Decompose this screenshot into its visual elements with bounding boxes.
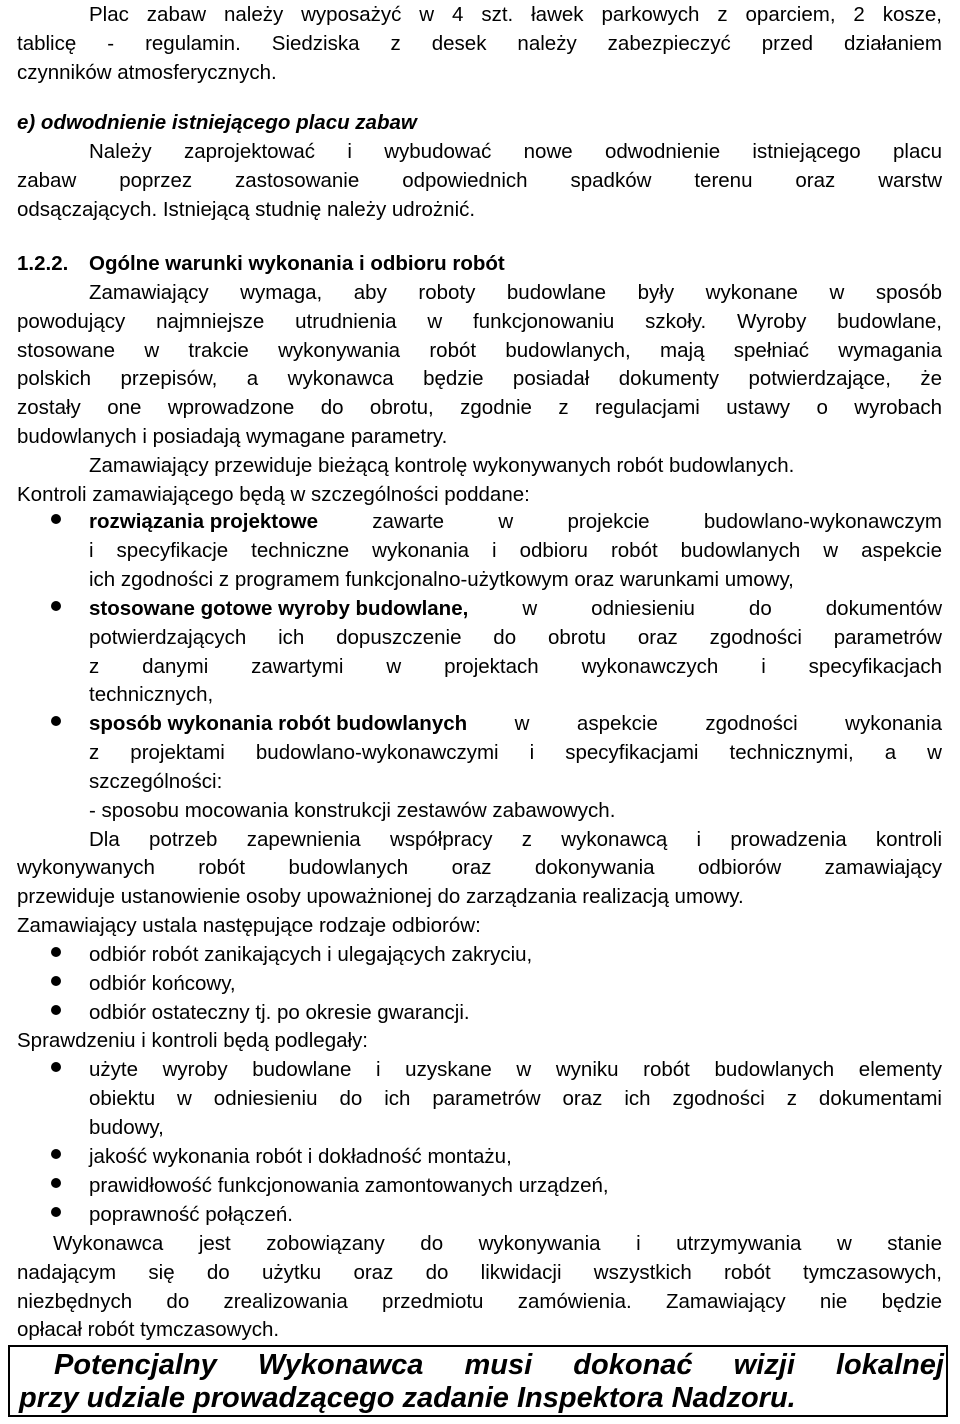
paragraph-line: odsączających. Istniejącą studnię należy udrożnić. (17, 198, 476, 221)
list-item-line: ich zgodności z programem funkcjonalno-użytkowym oraz warunkami umowy, (89, 568, 794, 591)
bullet-icon (51, 1178, 61, 1188)
paragraph-line: Należy zaprojektować i wybudować nowe odwodnienie istniejącego placu (89, 140, 942, 163)
list-item-line: obiektu w odniesieniu do ich parametrów oraz ich zgodności z dokumentami (89, 1087, 942, 1110)
bullet-icon (51, 601, 61, 611)
list-item: odbiór końcowy, (89, 972, 236, 995)
paragraph-line: opłacał robót tymczasowych. (17, 1318, 280, 1341)
list-item: poprawność połączeń. (89, 1203, 293, 1226)
bullet-icon (51, 1062, 61, 1072)
list-item-line: technicznych, (89, 683, 214, 706)
section-number: 1.2.2. (17, 252, 69, 275)
bullet-icon (51, 514, 61, 524)
paragraph-line: tablicę - regulamin. Siedziska z desek należy zabezpieczyć przed działaniem (17, 32, 942, 55)
list-item: odbiór robót zanikających i ulegających zakryciu, (89, 943, 533, 966)
paragraph-line: powodujący najmniejsze utrudnienia w funkcjonowaniu szkoły. Wyroby budowlane, (17, 310, 942, 333)
paragraph-line: zostały one wprowadzone do obrotu, zgodnie z regulacjami ustawy o wyrobach (17, 396, 942, 419)
list-item-bold: rozwiązania projektowe (89, 510, 318, 533)
list-item-line: i specyfikacje techniczne wykonania i odbioru robót budowlanych w aspekcie (89, 539, 942, 562)
paragraph-line: budowlanych i posiadają wymagane parametry. (17, 425, 448, 448)
paragraph-line: Plac zabaw należy wyposażyć w 4 szt. ławek parkowych z oparciem, 2 kosze, (89, 3, 942, 26)
paragraph-line: wykonywanych robót budowlanych oraz dokonywania odbiorów zamawiający (17, 856, 942, 879)
bullet-icon (51, 1207, 61, 1217)
bullet-icon (51, 1149, 61, 1159)
paragraph-line: Zamawiający wymaga, aby roboty budowlane były wykonane w sposób (89, 281, 942, 304)
list-item: odbiór ostateczny tj. po okresie gwarancji. (89, 1001, 470, 1024)
list-item-line: użyte wyroby budowlane i uzyskane w wyniku robót budowlanych elementy (89, 1058, 942, 1081)
notice-line: przy udziale prowadzącego zadanie Inspektora Nadzoru. (19, 1382, 796, 1414)
list-item-text: w odniesieniu do dokumentów (468, 597, 942, 620)
paragraph-line: Kontroli zamawiającego będą w szczególności poddane: (17, 483, 530, 506)
section-title: Ogólne warunki wykonania i odbioru robót (89, 252, 505, 275)
list-item-line: szczególności: (89, 770, 223, 793)
list-item: jakość wykonania robót i dokładność montażu, (89, 1145, 512, 1168)
paragraph-line: przewiduje ustanowienie osoby upoważnionej do zarządzania realizacją umowy. (17, 885, 744, 908)
notice-line: Potencjalny Wykonawca musi dokonać wizji lokalnej (54, 1349, 944, 1381)
paragraph-line: czynników atmosferycznych. (17, 61, 277, 84)
bullet-icon (51, 976, 61, 986)
paragraph-line: Zamawiający przewiduje bieżącą kontrolę wykonywanych robót budowlanych. (89, 454, 795, 477)
list-item-bold: stosowane gotowe wyroby budowlane, (89, 597, 469, 620)
paragraph-line: stosowane w trakcie wykonywania robót budowlanych, mają spełniać wymagania (17, 339, 942, 362)
bullet-icon (51, 947, 61, 957)
bullet-icon (51, 1005, 61, 1015)
list-item: prawidłowość funkcjonowania zamontowanych urządzeń, (89, 1174, 609, 1197)
paragraph-line: nadającym się do użytku oraz do likwidacji wszystkich robót tymczasowych, (17, 1261, 942, 1284)
subsection-heading: e) odwodnienie istniejącego placu zabaw (17, 111, 417, 134)
list-item-line: potwierdzających ich dopuszczenie do obrotu oraz zgodności parametrów (89, 626, 942, 649)
paragraph-line: polskich przepisów, a wykonawca będzie posiadał dokumenty potwierdzające, że (17, 367, 942, 390)
list-item-line: budowy, (89, 1116, 164, 1139)
list-item-line: - sposobu mocowania konstrukcji zestawów zabawowych. (89, 799, 616, 822)
list-item-line: z danymi zawartymi w projektach wykonawczych i specyfikacjach (89, 655, 942, 678)
paragraph-line: Dla potrzeb zapewnienia współpracy z wykonawcą i prowadzenia kontroli (89, 828, 942, 851)
list-item-text: w aspekcie zgodności wykonania (467, 712, 942, 735)
paragraph-line: niezbędnych do zrealizowania przedmiotu zamówienia. Zamawiający nie będzie (17, 1290, 942, 1313)
paragraph-line: Sprawdzeniu i kontroli będą podlegały: (17, 1029, 369, 1052)
list-item-bold: sposób wykonania robót budowlanych (89, 712, 468, 735)
paragraph-line: zabaw poprzez zastosowanie odpowiednich spadków terenu oraz warstw (17, 169, 942, 192)
list-item-line: z projektami budowlano-wykonawczymi i specyfikacjami technicznymi, a w (89, 741, 942, 764)
notice-box (8, 1345, 948, 1417)
paragraph-line: Wykonawca jest zobowiązany do wykonywania i utrzymywania w stanie (53, 1232, 942, 1255)
list-item-text: zawarte w projekcie budowlano-wykonawczym (317, 510, 942, 533)
paragraph-line: Zamawiający ustala następujące rodzaje odbiorów: (17, 914, 481, 937)
bullet-icon (51, 716, 61, 726)
list-item-first-line (89, 594, 942, 623)
list-item-first-line (89, 507, 942, 536)
list-item-first-line (89, 709, 942, 738)
